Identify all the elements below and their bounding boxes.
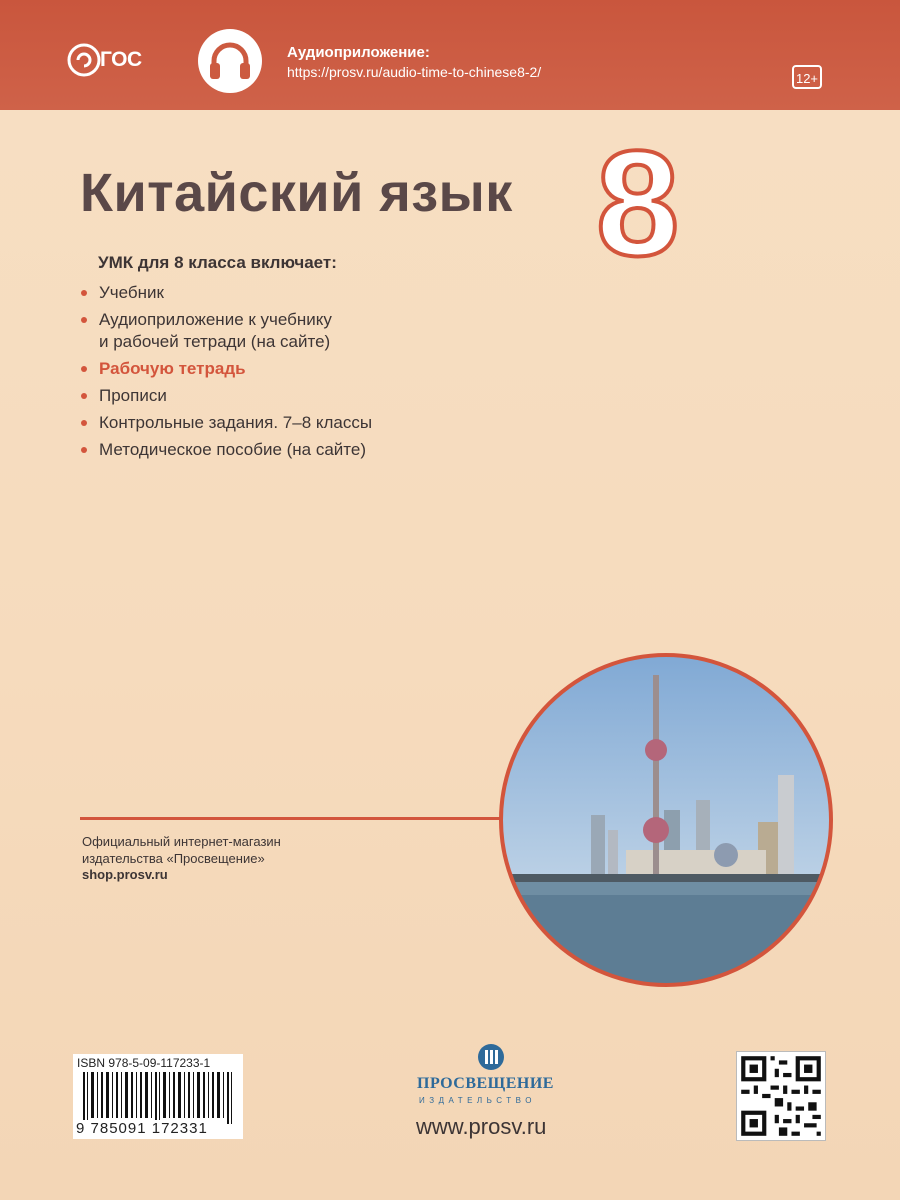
isbn-label: ISBN 978-5-09-117233-1 [77,1056,211,1070]
umk-item: Методическое пособие (на сайте) [80,439,372,461]
umk-item: Аудиоприложение к учебнику [80,309,372,331]
qr-code[interactable] [736,1051,826,1141]
publisher-website[interactable]: www.prosv.ru [416,1114,547,1139]
fgos-label: ГОС [100,48,142,71]
isbn-barcode [73,1054,243,1139]
umk-list [80,282,372,466]
shop-line-2: издательства «Просвещение» [82,851,265,866]
publisher-logo [478,1044,504,1070]
divider-line [80,817,520,820]
bullet-icon [81,366,87,372]
bullet-icon [81,420,87,426]
bullet-icon [81,290,87,296]
book-title: Китайский язык [80,163,513,223]
publisher-name: ПРОСВЕЩЕНИЕ [417,1075,554,1092]
headphones-icon [198,29,262,93]
fgos-logo [66,40,146,80]
umk-item-continuation: и рабочей тетради (на сайте) [99,332,331,351]
umk-item-highlighted: Рабочую тетрадь [80,358,372,380]
umk-item: Прописи [80,385,372,407]
publisher-subtitle: ИЗДАТЕЛЬСТВО [419,1096,536,1105]
umk-item: Контрольные задания. 7–8 классы [80,412,372,434]
bullet-icon [81,447,87,453]
qr-code-icon [737,1052,825,1140]
shop-line-1: Официальный интернет-магазин [82,834,281,849]
shanghai-skyline-photo [496,650,836,990]
age-rating-badge: 12+ [792,65,822,89]
bullet-icon [81,317,87,323]
publisher-logo-icon [478,1044,504,1070]
bullet-icon [81,393,87,399]
shop-link[interactable]: shop.prosv.ru [82,867,168,882]
audio-app-url[interactable]: https://prosv.ru/audio-time-to-chinese8-2/ [287,64,542,80]
umk-item: Учебник [80,282,372,304]
headphones-badge [198,29,262,93]
grade-number: 8 [596,119,680,287]
audio-app-title: Аудиоприложение: [287,44,430,61]
barcode-number: 9 785091 172331 [76,1120,208,1137]
umk-heading: УМК для 8 класса включает: [98,253,337,272]
